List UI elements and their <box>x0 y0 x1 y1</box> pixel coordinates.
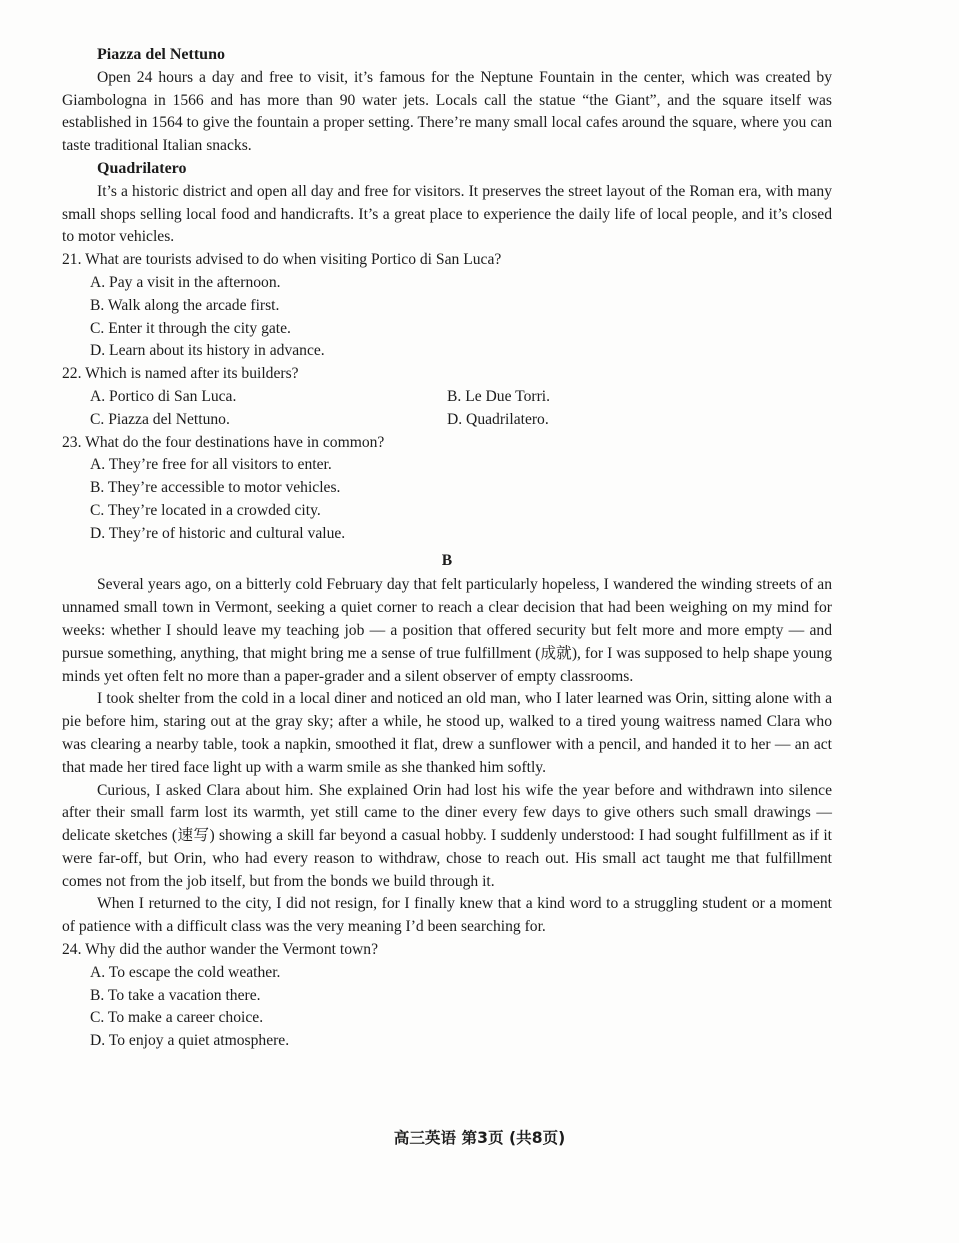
question-22-row-1 <box>62 386 832 409</box>
page-footer: 高三英语 第3页 (共8页) <box>393 1129 566 1147</box>
question-23-option-b: B. They’re accessible to motor vehicles. <box>90 479 341 497</box>
question-23 <box>62 432 832 546</box>
heading-piazza-del-nettuno: Piazza del Nettuno <box>97 46 225 63</box>
question-24 <box>62 939 832 1053</box>
passage-b-paragraph-1: Several years ago, on a bitterly cold February day that felt particularly hopeless, I wandered the winding streets of an unnamed small town in Vermont, seeking a quiet corner to reach a clear decision that had been weighing on my mind for weeks: whether I should leave my teaching job — a position that offered security but felt more and more empty — and pursue something, anything, that might bring me a sense of true fulfillment (成就), for I was supposed to help shape young minds yet often felt no more than a paper-grader and a silent observer of empty classrooms. <box>62 576 832 685</box>
question-21-stem: 21. What are tourists advised to do when visiting Portico di San Luca? <box>62 251 502 269</box>
question-24-option-a: A. To escape the cold weather. <box>90 963 281 981</box>
question-24-stem: 24. Why did the author wander the Vermont town? <box>62 941 378 959</box>
question-22-stem: 22. Which is named after its builders? <box>62 365 299 383</box>
passage-b-paragraph-2: I took shelter from the cold in a local diner and noticed an old man, who I later learned was Orin, sitting alone with a pie before him, staring out at the gray sky; after a while, he stood up, walked to a tired young waitress named Clara who was clearing a nearby table, took a napkin, smoothed it flat, drew a sunflower with a pencil, and handed it to her — an act that made her tired face light up with a warm smile as she thanked him softly. <box>62 690 832 776</box>
question-22-option-c: C. Piazza del Nettuno. <box>90 410 230 428</box>
exam-page <box>62 44 832 1053</box>
question-24-option-c: C. To make a career choice. <box>90 1009 264 1027</box>
question-22-option-d: D. Quadrilatero. <box>447 410 549 428</box>
question-21-option-a: A. Pay a visit in the afternoon. <box>90 273 281 291</box>
passage-b-paragraph-3: Curious, I asked Clara about him. She explained Orin had lost his wife the year before and withdrawn into silence after their small farm lost its warmth, yet still came to the diner every few days to give others such small drawings — delicate sketches (速写) showing a skill far beyond a casual hobby. I suddenly understood: I had sought fulfillment as if it were far-off, but Orin, who had every reason to withdraw, chose to reach out. His small act taught me that fulfillment comes not from the job itself, but from the bonds we build through it. <box>62 781 832 890</box>
question-21-option-b: B. Walk along the arcade first. <box>90 296 280 314</box>
question-21-option-d: D. Learn about its history in advance. <box>90 342 325 360</box>
question-23-option-a: A. They’re free for all visitors to enter. <box>90 456 332 474</box>
heading-quadrilatero: Quadrilatero <box>97 159 187 177</box>
question-24-option-b: B. To take a vacation there. <box>90 986 261 1004</box>
question-23-stem: 23. What do the four destinations have in common? <box>62 433 385 451</box>
question-22-option-a: A. Portico di San Luca. <box>90 387 237 405</box>
question-22-option-b: B. Le Due Torri. <box>447 387 550 405</box>
question-21 <box>62 249 832 363</box>
question-21-option-c: C. Enter it through the city gate. <box>90 319 291 337</box>
question-24-option-d: D. To enjoy a quiet atmosphere. <box>90 1032 290 1050</box>
question-23-option-c: C. They’re located in a crowded city. <box>90 501 321 519</box>
question-22 <box>62 363 832 431</box>
paragraph-quadrilatero: It’s a historic district and open all day and free for visitors. It preserves the street layout of the Roman era, with many small shops selling local food and handicrafts. It’s a great place to experience the daily life of local people, and it’s closed to motor vehicles. <box>62 182 832 246</box>
paragraph-piazza-del-nettuno: Open 24 hours a day and free to visit, it’s famous for the Neptune Fountain in the center, which was created by Giambologna in 1566 and has more than 90 water jets. Locals call the statue “the Giant”, and the square itself was established in 1564 to give the fountain a proper setting. There’re many small local cafes around the square, where you can taste traditional Italian snacks. <box>62 68 832 155</box>
passage-b-paragraph-4: When I returned to the city, I did not resign, for I finally knew that a kind word to a struggling student or a moment of patience with a difficult class was the very meaning I’d been searching for. <box>62 895 832 936</box>
section-b-heading: B <box>441 551 453 569</box>
question-22-row-2 <box>62 409 832 432</box>
question-23-option-d: D. They’re of historic and cultural value. <box>90 524 346 542</box>
